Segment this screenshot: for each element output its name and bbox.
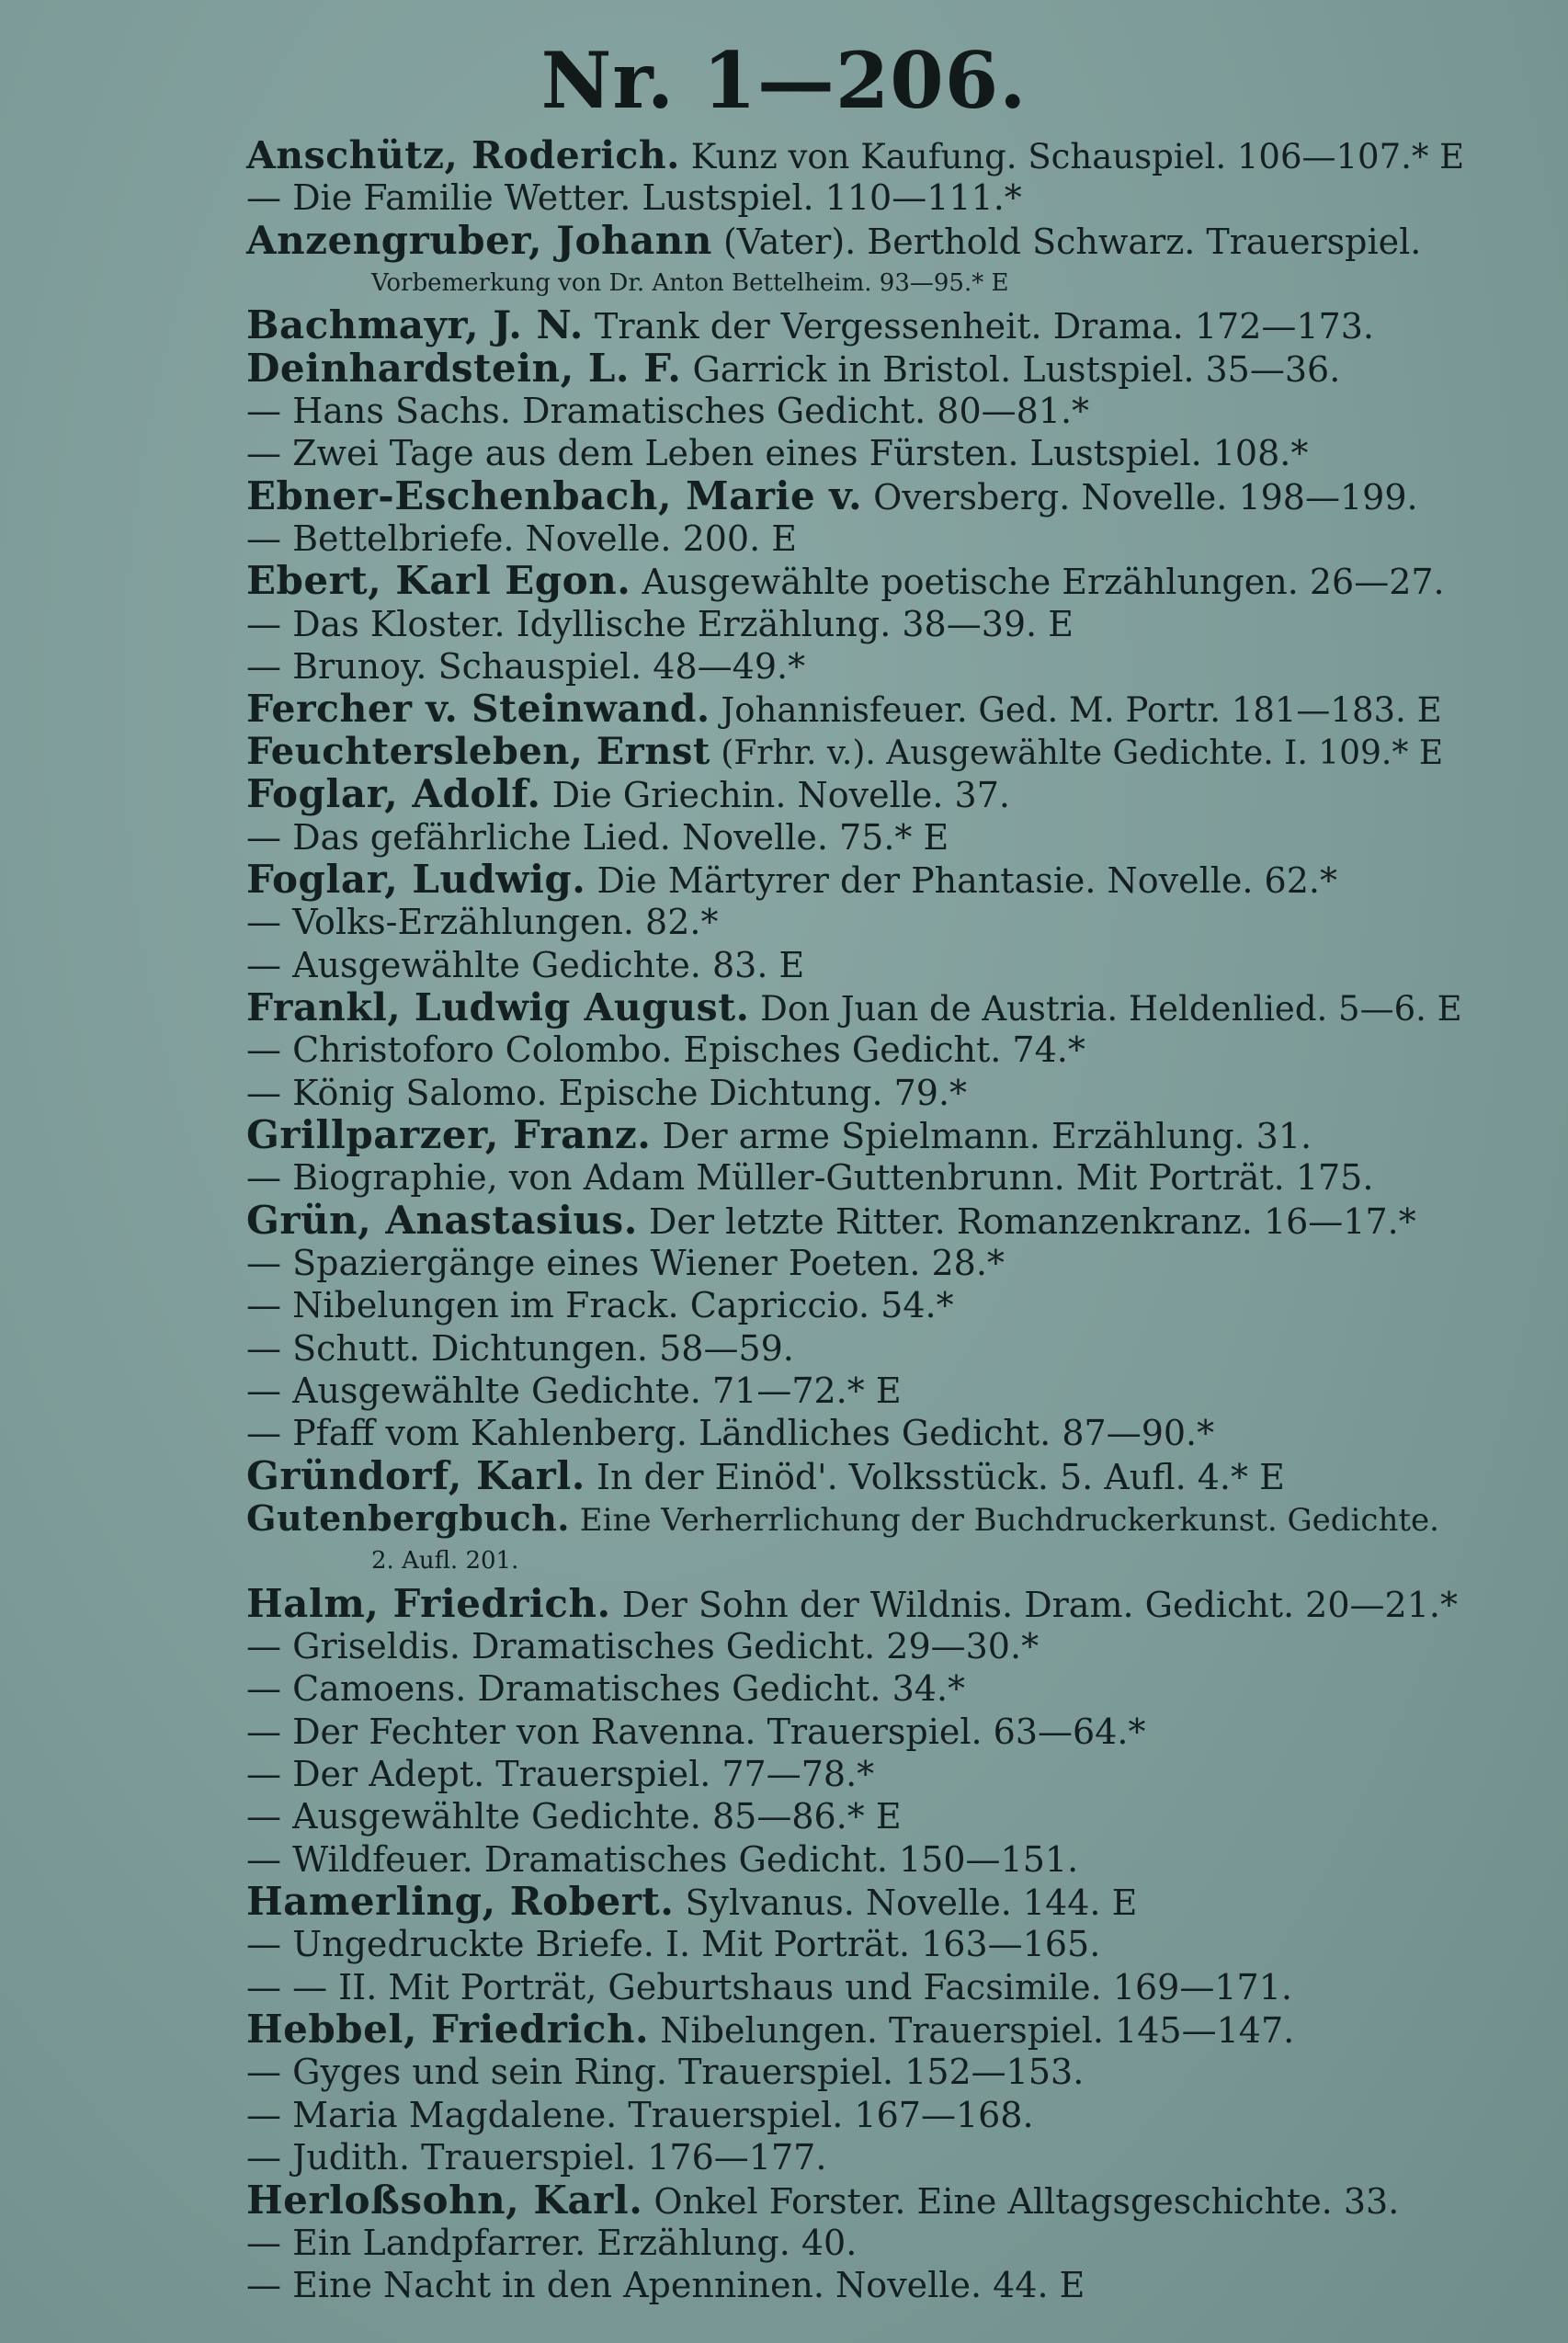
entry-dash: —: [246, 1796, 293, 1837]
entry-text: Eine Verherrlichung der Buchdruckerkunst. Gedichte.: [569, 1502, 1439, 1539]
sub-entry: [246, 1625, 1469, 1667]
sub-entry: [246, 176, 1469, 219]
entry-text: Ausgewählte Gedichte. 71—72.* E: [292, 1370, 902, 1411]
entry-text: (Vater). Berthold Schwarz. Trauerspiel.: [711, 221, 1422, 262]
entry-text: Ausgewählte Gedichte. 83. E: [292, 944, 805, 985]
author-name: Hebbel, Friedrich.: [246, 2007, 650, 2053]
author-name: Grün, Anastasius.: [246, 1197, 638, 1243]
entry-text: Oversberg. Novelle. 198—199.: [862, 476, 1418, 518]
entry-dash: —: [246, 1754, 293, 1795]
author-name: Anzengruber, Johann: [246, 217, 712, 263]
entry-dash: —: [246, 603, 293, 644]
entry-dash: —: [246, 2094, 293, 2135]
entry-text: Brunoy. Schauspiel. 48—49.*: [292, 646, 806, 688]
catalog-entry: [246, 688, 1469, 730]
catalog-entry: [246, 856, 1469, 902]
entry-text: Sylvanus. Novelle. 144. E: [674, 1882, 1138, 1924]
sub-entry: [246, 1327, 1469, 1370]
sub-entry: [246, 1753, 1469, 1795]
entry-text: Eine Nacht in den Apenninen. Novelle. 44. E: [292, 2265, 1085, 2306]
entry-dash: —: [246, 1242, 293, 1283]
entry-dash: —: [246, 391, 293, 432]
entry-text: Das gefährliche Lied. Novelle. 75.* E: [292, 816, 949, 858]
entry-text: Der Fechter von Ravenna. Trauerspiel. 63—64.*: [292, 1711, 1146, 1752]
entry-dash: —: [246, 1157, 293, 1199]
entry-text: Vorbemerkung von Dr. Anton Bettelheim. 93—95.* E: [371, 269, 1009, 298]
sub-entry: [246, 1072, 1469, 1114]
author-name: Gutenbergbuch.: [246, 1497, 570, 1539]
author-name: Grillparzer, Franz.: [246, 1111, 652, 1157]
entry-text: Ausgewählte Gedichte. 85—86.* E: [292, 1796, 902, 1837]
entry-text: Zwei Tage aus dem Leben eines Fürsten. Lustspiel. 108.*: [292, 433, 1309, 474]
author-name: Hamerling, Robert.: [246, 1879, 675, 1925]
entry-dash: —: [246, 1668, 293, 1710]
catalog-entry: [246, 560, 1469, 602]
entry-text: Der Adept. Trauerspiel. 77—78.*: [292, 1754, 875, 1795]
sub-entry: [246, 901, 1469, 943]
entry-text: König Salomo. Epische Dichtung. 79.*: [292, 1072, 968, 1113]
catalog-entry: [246, 731, 1469, 773]
catalog-entry: [246, 304, 1469, 347]
entry-text: Der Sohn der Wildnis. Dram. Gedicht. 20—21.*: [610, 1584, 1458, 1625]
sub-entry: [246, 1370, 1469, 1412]
catalog-entry: [246, 347, 1469, 390]
sub-entry: [246, 1795, 1469, 1837]
entry-dash: —: [246, 433, 293, 474]
entry-text: Don Juan de Austria. Heldenlied. 5—6. E: [749, 988, 1462, 1029]
entry-text: Der letzte Ritter. Romanzenkranz. 16—17.*: [637, 1200, 1416, 1242]
sub-entry: [246, 518, 1469, 560]
entry-dash: —: [246, 902, 293, 943]
entry-dash: —: [246, 816, 293, 858]
sub-entry: [246, 2136, 1469, 2178]
catalog-entry: [246, 2179, 1469, 2222]
author-name: Gründorf, Karl.: [246, 1452, 585, 1498]
catalog-entry: [246, 1580, 1469, 1626]
author-name: Bachmayr, J. N.: [246, 302, 584, 348]
entry-text: Das Kloster. Idyllische Erzählung. 38—39. E: [292, 603, 1074, 644]
sub-entry: [246, 603, 1469, 645]
author-name: Foglar, Ludwig.: [246, 856, 586, 902]
entry-text: Ungedruckte Briefe. I. Mit Porträt. 163—165.: [292, 1924, 1101, 1965]
sub-entry: [246, 1966, 1469, 2008]
entry-dash: —: [246, 646, 293, 688]
author-name: Deinhardstein, L. F.: [246, 345, 682, 391]
sub-entry: [246, 1242, 1469, 1284]
catalog-entry: [246, 134, 1469, 176]
entry-dash: —: [246, 1072, 293, 1113]
sub-entry: [246, 1711, 1469, 1753]
entry-dash: —: [246, 1924, 293, 1965]
author-name: Anschütz, Roderich.: [246, 133, 680, 177]
sub-entry: [246, 2094, 1469, 2136]
author-name: Foglar, Adolf.: [246, 771, 541, 817]
author-name: Feuchtersleben, Ernst: [246, 729, 710, 773]
sub-entry: [246, 944, 1469, 986]
author-name: Ebner-Eschenbach, Marie v.: [246, 472, 863, 518]
sub-entry: [246, 1923, 1469, 1965]
entry-text: Ausgewählte poetische Erzählungen. 26—27.: [631, 562, 1445, 603]
entry-dash: —: [246, 2222, 293, 2263]
entry-dash: —: [246, 944, 293, 985]
entry-dash: —: [246, 2137, 293, 2178]
entry-dash: —: [246, 1327, 293, 1369]
entry-text: Wildfeuer. Dramatisches Gedicht. 150—151.: [292, 1838, 1079, 1880]
entry-text: 2. Aufl. 201.: [371, 1547, 519, 1575]
catalog-entry: [246, 472, 1469, 518]
entry-text: Biographie, von Adam Müller-Guttenbrunn. Mit Porträt. 175.: [292, 1157, 1374, 1199]
entry-dash: —: [246, 1711, 293, 1752]
entry-continuation: [246, 1540, 1469, 1582]
entry-text: Johannisfeuer. Ged. M. Portr. 181—183. E: [710, 690, 1442, 731]
author-name: Fercher v. Steinwand.: [246, 687, 710, 732]
entry-dash: —: [246, 1413, 293, 1454]
entry-text: Christoforo Colombo. Episches Gedicht. 74.*: [292, 1029, 1085, 1071]
entry-text: Nibelungen im Frack. Capriccio. 54.*: [292, 1285, 954, 1326]
entry-dash: —: [246, 1029, 293, 1071]
entry-text: Die Griechin. Novelle. 37.: [540, 775, 1010, 816]
entry-text: Garrick in Bristol. Lustspiel. 35—36.: [681, 348, 1341, 390]
sub-entry: [246, 816, 1469, 859]
entry-text: Die Märtyrer der Phantasie. Novelle. 62.*: [585, 859, 1337, 901]
entry-text: Kunz von Kaufung. Schauspiel. 106—107.* E: [679, 137, 1465, 176]
entry-dash: —: [246, 2052, 293, 2093]
entry-text: Camoens. Dramatisches Gedicht. 34.*: [292, 1668, 966, 1710]
entry-continuation: [246, 262, 1469, 304]
sub-entry: [246, 1412, 1469, 1454]
sub-entry: [246, 1838, 1469, 1881]
sub-entry: [246, 2051, 1469, 2093]
entry-dash: —: [246, 177, 293, 219]
catalog-entry: [246, 1111, 1469, 1157]
entry-text: Hans Sachs. Dramatisches Gedicht. 80—81.*: [292, 391, 1090, 432]
entry-text: Spaziergänge eines Wiener Poeten. 28.*: [292, 1242, 1005, 1283]
sub-entry: [246, 645, 1469, 688]
page-title: Nr. 1—206.: [540, 35, 1028, 126]
entry-dash: —: [246, 518, 293, 560]
entry-text: Der arme Spielmann. Erzählung. 31.: [651, 1115, 1312, 1156]
entry-list: [246, 134, 1469, 2307]
catalog-entry: [246, 2008, 1469, 2051]
entry-text: Onkel Forster. Eine Alltagsgeschichte. 33.: [642, 2180, 1400, 2222]
author-name: Herloßsohn, Karl.: [246, 2177, 643, 2223]
catalog-entry: [246, 1881, 1469, 1923]
sub-entry: [246, 2222, 1469, 2264]
entry-text: Bettelbriefe. Novelle. 200. E: [292, 518, 797, 560]
entry-text: Ein Landpfarrer. Erzählung. 40.: [292, 2222, 858, 2263]
entry-text: Volks-Erzählungen. 82.*: [292, 902, 719, 943]
sub-entry: [246, 432, 1469, 474]
entry-dash: —: [246, 1285, 293, 1326]
entry-text: Die Familie Wetter. Lustspiel. 110—111.*: [292, 177, 1022, 219]
sub-entry: [246, 2264, 1469, 2306]
entry-text: Trank der Vergessenheit. Drama. 172—173.: [583, 306, 1374, 347]
entry-text: (Frhr. v.). Ausgewählte Gedichte. I. 109.* E: [710, 734, 1444, 772]
entry-dash: — —: [246, 1966, 339, 2007]
catalog-entry: [246, 217, 1469, 263]
author-name: Halm, Friedrich.: [246, 1580, 611, 1626]
entry-text: Griseldis. Dramatisches Gedicht. 29—30.*: [292, 1626, 1040, 1667]
entry-text: Pfaff vom Kahlenberg. Ländliches Gedicht. 87—90.*: [292, 1413, 1215, 1454]
author-name: Frankl, Ludwig August.: [246, 984, 750, 1029]
entry-text: Gyges und sein Ring. Trauerspiel. 152—153.: [292, 2052, 1085, 2093]
catalog-entry: [246, 1452, 1469, 1498]
catalog-entry: [246, 986, 1469, 1029]
catalog-entry: [246, 1197, 1469, 1243]
entry-dash: —: [246, 2265, 293, 2306]
entry-text: Maria Magdalene. Trauerspiel. 167—168.: [292, 2094, 1034, 2135]
sub-entry: [246, 1284, 1469, 1326]
entry-text: Schutt. Dichtungen. 58—59.: [292, 1327, 794, 1369]
entry-text: II. Mit Porträt, Geburtshaus und Facsimile. 169—171.: [338, 1966, 1292, 2007]
entry-dash: —: [246, 1626, 293, 1667]
sub-entry: [246, 1667, 1469, 1710]
entry-dash: —: [246, 1838, 293, 1880]
entry-text: In der Einöd'. Volksstück. 5. Aufl. 4.* E: [585, 1456, 1285, 1497]
catalog-entry: [246, 773, 1469, 815]
sub-entry: [246, 1029, 1469, 1071]
catalog-entry: [246, 1497, 1469, 1540]
sub-entry: [246, 390, 1469, 432]
sub-entry: [246, 1156, 1469, 1199]
entry-dash: —: [246, 1370, 293, 1411]
author-name: Ebert, Karl Egon.: [246, 558, 631, 604]
entry-text: Judith. Trauerspiel. 176—177.: [292, 2137, 827, 2178]
entry-text: Nibelungen. Trauerspiel. 145—147.: [649, 2010, 1295, 2052]
